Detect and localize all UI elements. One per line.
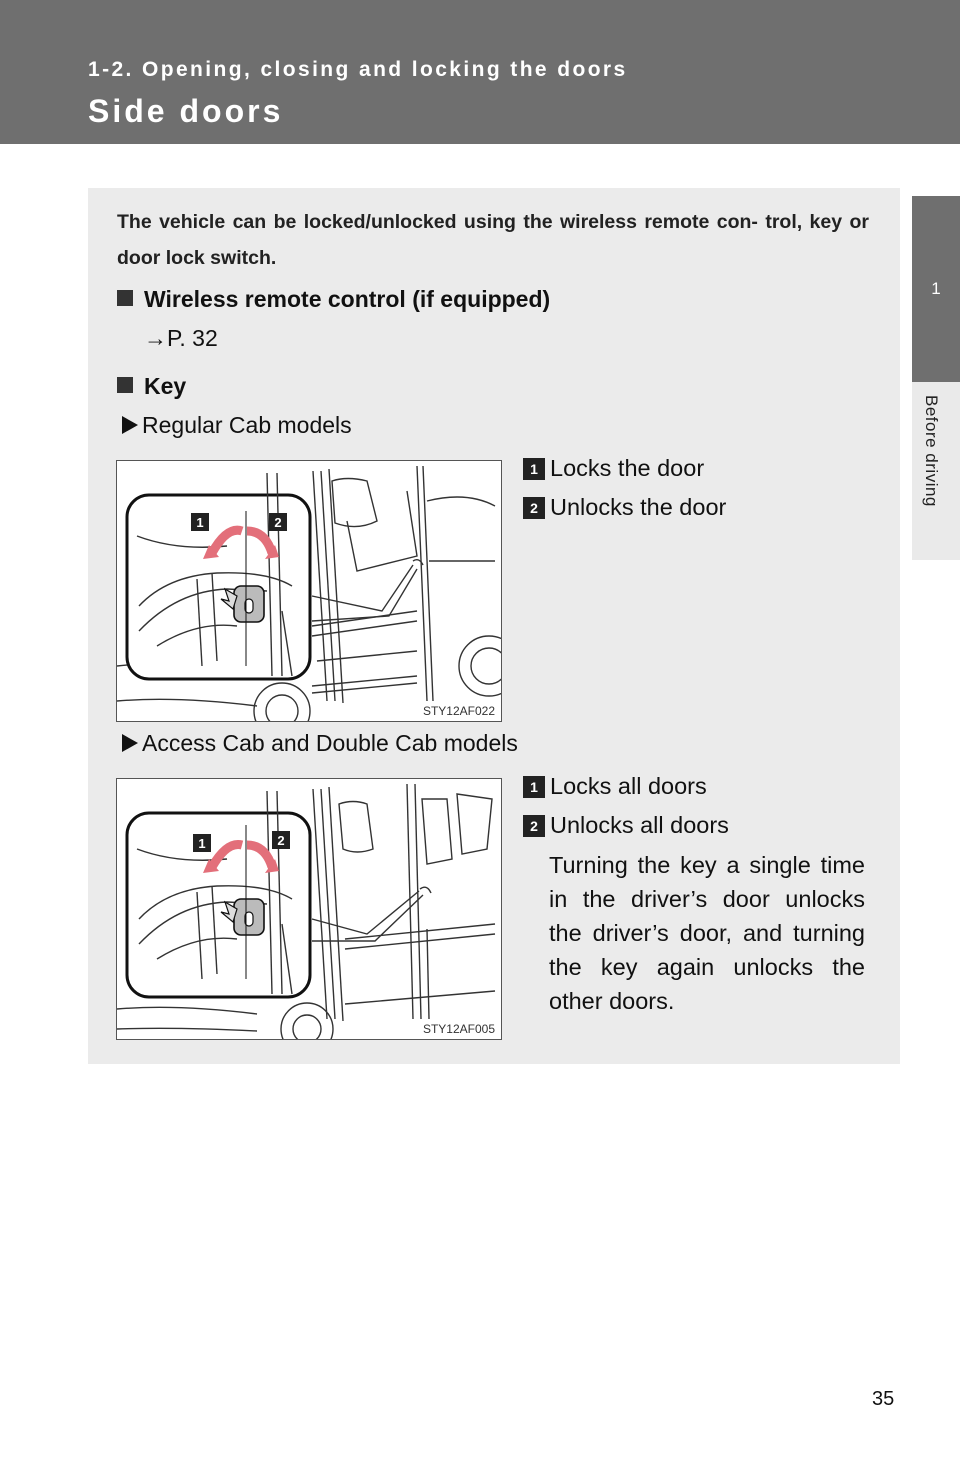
access-cab-heading-text: Access Cab and Double Cab models xyxy=(142,730,518,756)
chapter-tab-number[interactable] xyxy=(912,196,960,382)
section-label: 1-2. Opening, closing and locking the doors xyxy=(88,58,628,81)
intro-text: The vehicle can be locked/unlocked using the wireless remote con- trol, key or door lock switch. xyxy=(117,211,869,269)
legend-text: Unlocks all doors xyxy=(550,812,729,838)
regular-cab-illustration xyxy=(116,460,502,722)
chapter-number: 1 xyxy=(931,279,941,298)
figure-code: STY12AF005 xyxy=(422,1022,495,1036)
page-number: 35 xyxy=(872,1388,895,1410)
legend-text: Locks the door xyxy=(550,455,705,481)
bullet-square-icon xyxy=(117,290,133,306)
bullet-square-icon xyxy=(117,377,133,393)
driver-door-note: Turning the key a single time in the driver’s door unlocks the driver’s door, and turning the key again unlocks the other doors. xyxy=(549,852,865,1014)
key-heading-text: Key xyxy=(144,373,187,399)
door-key-illustration xyxy=(117,461,501,721)
legend-text: Unlocks the door xyxy=(550,494,727,520)
chapter-tab-label[interactable]: Before driving xyxy=(922,395,941,507)
access-cab-heading xyxy=(122,730,518,757)
triangle-bullet-icon xyxy=(122,734,138,752)
wireless-heading-text: Wireless remote control (if equipped) xyxy=(144,286,551,312)
legend-text: Locks all doors xyxy=(550,773,707,799)
callout-2: 2 xyxy=(277,833,285,848)
key-heading xyxy=(117,373,186,400)
door-key-illustration xyxy=(117,779,501,1039)
legend-item xyxy=(523,494,726,521)
regular-cab-heading xyxy=(122,412,352,439)
access-cab-illustration xyxy=(116,778,502,1040)
number-badge: 2 xyxy=(523,497,545,519)
callout-2: 2 xyxy=(274,515,282,530)
callout-1: 1 xyxy=(198,836,206,851)
legend-item xyxy=(523,812,729,839)
header-bar xyxy=(0,0,960,144)
page-reference-link[interactable]: →P. 32 xyxy=(144,325,218,351)
wireless-heading xyxy=(117,286,550,313)
callout-1: 1 xyxy=(196,515,204,530)
number-badge: 1 xyxy=(523,776,545,798)
legend-item xyxy=(523,773,707,800)
legend-item xyxy=(523,455,704,482)
figure-code: STY12AF022 xyxy=(422,704,495,718)
number-badge: 2 xyxy=(523,815,545,837)
page-title: Side doors xyxy=(88,93,284,129)
regular-cab-heading-text: Regular Cab models xyxy=(142,412,352,438)
triangle-bullet-icon xyxy=(122,416,138,434)
number-badge: 1 xyxy=(523,458,545,480)
